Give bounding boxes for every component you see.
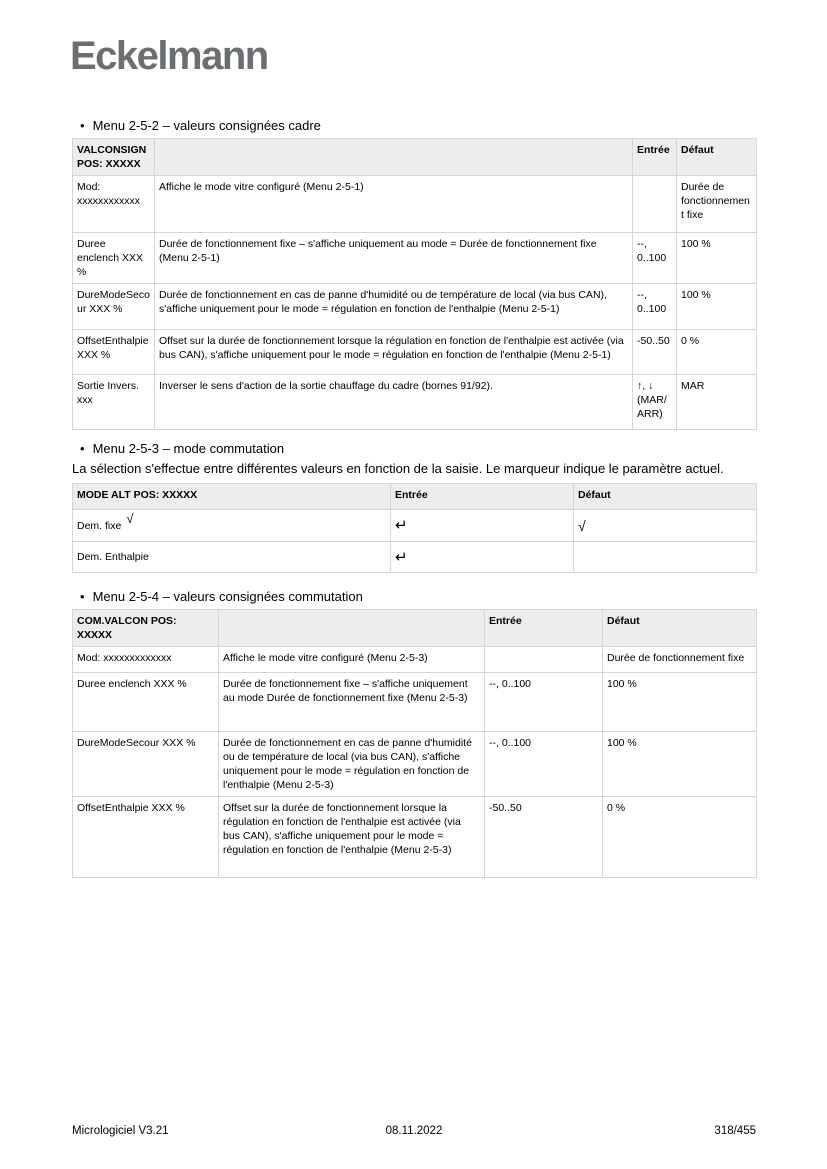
table-row [73, 797, 757, 878]
table-cell: OffsetEnthalpie XXX % [73, 330, 155, 375]
table-cell [485, 647, 603, 673]
enter-key-icon [391, 542, 574, 573]
table-cell: -50..50 [633, 330, 677, 375]
table-row [73, 542, 757, 573]
footer-firmware-version: Micrologiciel V3.21 [72, 1125, 169, 1137]
table-row [73, 233, 757, 284]
bullet-icon: • [80, 589, 85, 604]
section-heading-menu-2-5-2 [72, 118, 756, 134]
table-cell: Offset sur la durée de fonctionnement lorsque la régulation en fonction de l'enthalpie est activée (via bus CAN), s'affiche uniquement pour le mode = régulation en fonction de l'enthalpie (Menu 2-5-1) [155, 330, 633, 375]
column-header-entree: Entrée [485, 610, 603, 647]
eckelmann-logo: Eckelmann [70, 34, 268, 78]
section-heading-text: Menu 2-5-2 – valeurs consignées cadre [92, 118, 321, 133]
table-row [73, 176, 757, 233]
table-cell: --, 0..100 [633, 233, 677, 284]
column-header-param: COM.VALCON POS: XXXXX [73, 610, 219, 647]
column-header-description [155, 139, 633, 176]
table-row [73, 732, 757, 797]
column-header-param: MODE ALT POS: XXXXX [73, 484, 391, 510]
table-cell: Sortie Invers. xxx [73, 375, 155, 430]
table-cell: ↑, ↓ (MAR/ARR) [633, 375, 677, 430]
footer-page-number: 318/455 [714, 1125, 756, 1137]
table-cell: 0 % [677, 330, 757, 375]
column-header-entree: Entrée [633, 139, 677, 176]
bullet-icon: • [80, 441, 85, 456]
table-cell: -50..50 [485, 797, 603, 878]
enter-key-icon [391, 510, 574, 542]
column-header-description [219, 610, 485, 647]
table-row [73, 647, 757, 673]
section-intro-paragraph: La sélection s'effectue entre différentes valeurs en fonction de la saisie. Le marqueur indique le paramètre actuel. [72, 461, 724, 476]
table-cell: Inverser le sens d'action de la sortie chauffage du cadre (bornes 91/92). [155, 375, 633, 430]
table-row [73, 375, 757, 430]
table-cell: OffsetEnthalpie XXX % [73, 797, 219, 878]
table-cell: Affiche le mode vitre configuré (Menu 2-5-1) [155, 176, 633, 233]
table-cell: DureModeSecour XXX % [73, 732, 219, 797]
column-header-defaut: Défaut [677, 139, 757, 176]
option-dem-enthalpie [73, 542, 391, 573]
table-header-row [73, 484, 757, 510]
empty-cell [574, 542, 757, 573]
table-cell: Durée de fonctionnement en cas de panne d'humidité ou de température de local (via bus CAN), s'affiche uniquement pour le mode = régulation en fonction de l'enthalpie (Menu 2-5-1) [155, 284, 633, 330]
table-cell: Durée de fonctionnement en cas de panne d'humidité ou de température de local (via bus CAN), s'affiche uniquement pour le mode = régulation en fonction de l'enthalpie (Menu 2-5-3) [219, 732, 485, 797]
table-cell: MAR [677, 375, 757, 430]
table-cell: 100 % [677, 233, 757, 284]
table-cell: 100 % [677, 284, 757, 330]
table-cell: --, 0..100 [485, 673, 603, 732]
table-cell: DureModeSecour XXX % [73, 284, 155, 330]
table-valconsign [72, 138, 757, 430]
cell-text: ↵ [395, 548, 408, 566]
table-cell [633, 176, 677, 233]
table-com-valcon [72, 609, 757, 878]
page-footer [72, 1124, 756, 1138]
page-content [72, 118, 756, 878]
table-mode-alt [72, 483, 757, 573]
checkmark-icon [574, 510, 757, 542]
table-cell: Durée de fonctionnement fixe – s'affiche uniquement au mode Durée de fonctionnement fixe (Menu 2-5-3) [219, 673, 485, 732]
section-heading-menu-2-5-3 [72, 441, 756, 457]
section-heading-menu-2-5-4 [72, 589, 756, 605]
table-cell: Affiche le mode vitre configuré (Menu 2-5-3) [219, 647, 485, 673]
footer-date: 08.11.2022 [385, 1125, 443, 1137]
table-cell: Mod: xxxxxxxxxxxxx [73, 647, 219, 673]
bullet-icon: • [80, 118, 85, 133]
cell-text: Dem. fixe [77, 520, 122, 532]
column-header-entree: Entrée [391, 484, 574, 510]
table-row [73, 330, 757, 375]
table-row [73, 510, 757, 542]
table-row [73, 284, 757, 330]
table-cell: Duree enclench XXX % [73, 673, 219, 732]
cell-text: √ [578, 517, 586, 534]
table-header-row [73, 610, 757, 647]
option-dem-fixe-with-marker [73, 510, 391, 542]
section-heading-text: Menu 2-5-4 – valeurs consignées commutation [92, 589, 363, 604]
column-header-defaut: Défaut [574, 484, 757, 510]
table-cell: 100 % [603, 732, 757, 797]
cell-text: ↵ [395, 517, 408, 534]
table-row [73, 673, 757, 732]
column-header-defaut: Défaut [603, 610, 757, 647]
section-heading-text: Menu 2-5-3 – mode commutation [92, 441, 285, 456]
cell-text: Dem. Enthalpie [77, 551, 149, 563]
table-cell: Durée de fonctionnement fixe [603, 647, 757, 673]
table-cell: 0 % [603, 797, 757, 878]
column-header-param: VALCONSIGN POS: XXXXX [73, 139, 155, 176]
table-cell: Offset sur la durée de fonctionnement lorsque la régulation en fonction de l'enthalpie est activée (via bus CAN), s'affiche uniquement pour le mode = régulation en fonction de l'enthalpie (Menu 2-5-3) [219, 797, 485, 878]
table-cell: Durée de fonctionnement fixe – s'affiche uniquement au mode = Durée de fonctionnement fixe (Menu 2-5-1) [155, 233, 633, 284]
table-cell: --, 0..100 [633, 284, 677, 330]
checkmark-icon: √ [126, 511, 134, 526]
table-cell: --, 0..100 [485, 732, 603, 797]
table-cell: Duree enclench XXX % [73, 233, 155, 284]
table-cell: 100 % [603, 673, 757, 732]
table-cell: Durée de fonctionnement fixe [677, 176, 757, 233]
table-header-row [73, 139, 757, 176]
table-cell: Mod: xxxxxxxxxxxx [73, 176, 155, 233]
